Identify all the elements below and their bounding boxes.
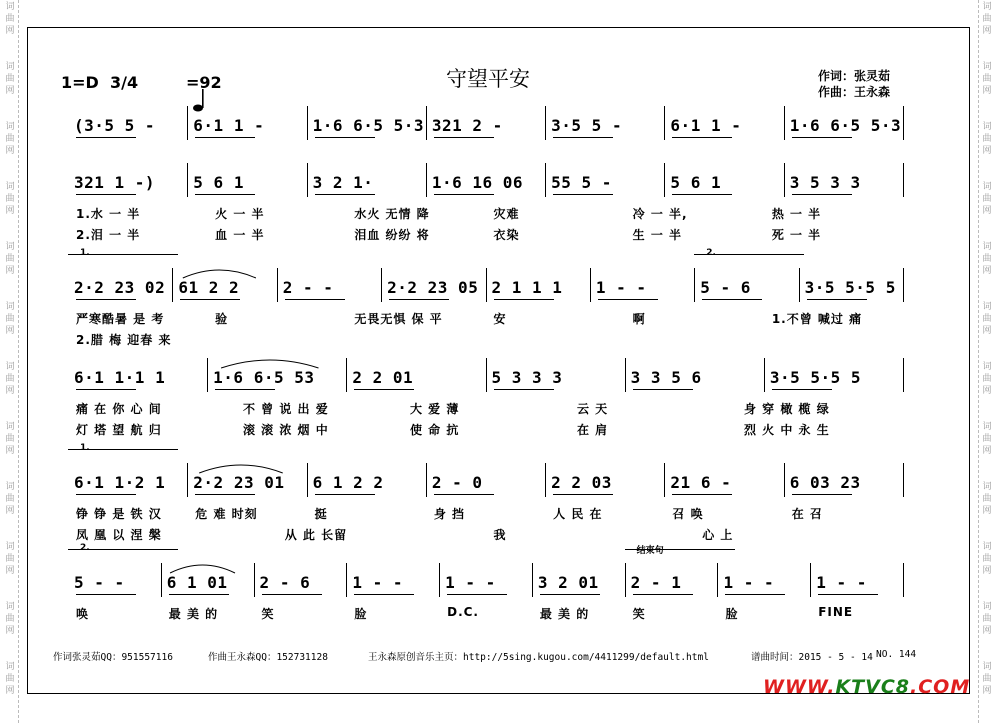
watermark-char: 网 xyxy=(5,146,15,156)
lyric-text: 血 一 半 xyxy=(215,228,265,242)
watermark-char: 网 xyxy=(982,206,992,216)
watermark-char: 网 xyxy=(5,506,15,516)
beam-line xyxy=(553,137,613,138)
lyric-text: 最 美 的 xyxy=(539,607,590,621)
lyricist: 作词：张灵茹 xyxy=(818,69,891,83)
watermark-char: 网 xyxy=(5,86,15,96)
bar-line xyxy=(426,163,427,197)
watermark-char: 网 xyxy=(5,686,15,696)
measure: 3 3 5 6 xyxy=(630,368,702,387)
measure: 2 1 1 1 xyxy=(491,278,563,297)
watermark-char: 曲 xyxy=(5,314,15,324)
beam-line xyxy=(262,594,322,595)
watermark-char: 网 xyxy=(5,386,15,396)
watermark-char: 曲 xyxy=(5,674,15,684)
measure: 3·5 5·5 5 xyxy=(804,278,896,297)
lyric-text: 灾难 xyxy=(493,207,520,221)
ending-label: 2. xyxy=(80,543,90,553)
measure: 5 3 3 3 xyxy=(491,368,563,387)
watermark-char: 曲 xyxy=(5,614,15,624)
watermark-char: 网 xyxy=(5,446,15,456)
watermark-char: 曲 xyxy=(5,254,15,264)
watermark-char: 网 xyxy=(982,146,992,156)
beam-line xyxy=(354,594,414,595)
measure: 55 5 - xyxy=(551,173,612,192)
beam-line xyxy=(180,299,240,300)
bar-line xyxy=(307,163,308,197)
score-sheet xyxy=(27,27,970,694)
measure: 61 2 2 xyxy=(178,278,240,297)
beam-line xyxy=(540,594,600,595)
lyric-text: 我 xyxy=(493,528,507,542)
lyric-text: 使 命 抗 xyxy=(410,423,460,437)
beam-line xyxy=(76,594,136,595)
watermark-char: 词 xyxy=(982,422,992,432)
watermark-char: 曲 xyxy=(982,674,992,684)
measure: 2 - 6 xyxy=(259,573,311,592)
watermark-char: 曲 xyxy=(982,374,992,384)
watermark-char: 词 xyxy=(5,302,15,312)
lyric-text: 验 xyxy=(215,312,229,326)
composer: 作曲：王永森 xyxy=(818,85,891,99)
lyric-text: 在 召 xyxy=(791,507,823,521)
beam-line xyxy=(169,594,229,595)
measure: 6·1 1·1 1 xyxy=(74,368,166,387)
lyric-text: 火 一 半 xyxy=(215,207,265,221)
watermark-char: 曲 xyxy=(982,134,992,144)
measure: 2 2 03 xyxy=(551,473,612,492)
watermark-char: 曲 xyxy=(982,254,992,264)
lyric-text: 滚 滚 浓 烟 中 xyxy=(243,423,329,437)
watermark-char: 网 xyxy=(982,686,992,696)
watermark-char: 词 xyxy=(5,242,15,252)
watermark-char: 曲 xyxy=(982,194,992,204)
measure: 1 - - xyxy=(723,573,775,592)
watermark-char: 词 xyxy=(982,122,992,132)
watermark-char: 词 xyxy=(982,542,992,552)
watermark-char: 词 xyxy=(5,62,15,72)
measure: 2 - - xyxy=(282,278,334,297)
watermark-char: 网 xyxy=(982,26,992,36)
watermark-char: 曲 xyxy=(982,14,992,24)
watermark-char: 词 xyxy=(982,302,992,312)
lyric-text: 最 美 的 xyxy=(168,607,219,621)
lyric-text: 烈 火 中 永 生 xyxy=(744,423,830,437)
lyric-text: 心 上 xyxy=(702,528,734,542)
beam-line xyxy=(772,389,832,390)
beam-line xyxy=(672,494,732,495)
bar-line xyxy=(903,106,904,140)
measure: 6·1 1 - xyxy=(193,116,265,135)
beam-line xyxy=(315,194,375,195)
footer-composer-qq: 作曲王永森QQ：152731128 xyxy=(208,652,328,663)
lyric-text: 冷 一 半, xyxy=(632,207,688,221)
watermark-char: 词 xyxy=(5,662,15,672)
lyric-text: D.C. xyxy=(447,605,479,619)
ending-label: 2. xyxy=(706,248,716,258)
site-logo: WWW.KTVC8.COM xyxy=(763,676,971,698)
beam-line xyxy=(76,194,136,195)
beam-line xyxy=(76,137,136,138)
beam-line xyxy=(76,299,136,300)
bar-line xyxy=(903,163,904,197)
lyric-text: 脸 xyxy=(354,607,368,621)
bar-line xyxy=(664,106,665,140)
lyric-text: 1.水 一 半 xyxy=(76,207,141,221)
watermark-char: 词 xyxy=(982,602,992,612)
lyric-text: 水火 无情 降 xyxy=(354,207,430,221)
measure: 3 2 1· xyxy=(312,173,374,192)
measure: 1 - - xyxy=(816,573,867,592)
footer-number: NO. 144 xyxy=(876,649,917,660)
watermark-char: 网 xyxy=(982,266,992,276)
watermark-char: 网 xyxy=(5,206,15,216)
measure: 3 5 3 3 xyxy=(789,173,861,192)
lyric-text: 痛 在 你 心 间 xyxy=(76,402,162,416)
footer-date: 谱曲时间：2015 - 5 - 14 xyxy=(751,652,873,663)
watermark-char: 网 xyxy=(5,26,15,36)
measure: 1 - - xyxy=(595,278,647,297)
lyric-text: FINE xyxy=(818,605,854,619)
lyric-text: 铮 铮 是 铁 汉 xyxy=(76,507,162,521)
beam-line xyxy=(494,299,554,300)
measure: 2·2 23 02 xyxy=(74,278,166,297)
measure: 1 - - xyxy=(445,573,496,592)
beam-line xyxy=(315,494,375,495)
watermark-char: 曲 xyxy=(5,554,15,564)
watermark-char: 曲 xyxy=(5,194,15,204)
watermark-char: 曲 xyxy=(982,314,992,324)
beam-line xyxy=(195,194,255,195)
measure: 321 1 -) xyxy=(74,173,156,192)
watermark-char: 词 xyxy=(982,662,992,672)
measure: 3·5 5·5 5 xyxy=(769,368,862,387)
watermark-char: 词 xyxy=(982,242,992,252)
watermark-char: 曲 xyxy=(5,374,15,384)
measure: 6·1 1·2 1 xyxy=(74,473,166,492)
bar-line xyxy=(426,106,427,140)
lyric-text: 不 曾 说 出 爱 xyxy=(243,402,329,416)
measure: 5 6 1 xyxy=(193,173,244,192)
measure: 2·2 23 05 xyxy=(387,278,479,297)
beam-line xyxy=(792,194,852,195)
watermark-char: 网 xyxy=(5,266,15,276)
lyric-text: 啊 xyxy=(632,312,646,326)
key-time-signature: 1=D 3/4 xyxy=(61,73,139,92)
beam-line xyxy=(76,389,136,390)
bar-line xyxy=(545,163,546,197)
measure: 6 03 23 xyxy=(789,473,861,492)
measure: 3·5 5 - xyxy=(551,116,623,135)
beam-line xyxy=(195,137,255,138)
bar-line xyxy=(545,106,546,140)
bar-line xyxy=(187,106,188,140)
beam-line xyxy=(633,594,693,595)
measure: 5 - 6 xyxy=(700,278,751,297)
lyric-text: 凤 凰 以 涅 槃 xyxy=(76,528,162,542)
lyric-text: 死 一 半 xyxy=(771,228,822,242)
lyric-text: 脸 xyxy=(725,607,739,621)
beam-line xyxy=(702,299,762,300)
measure: (3·5 5 - xyxy=(74,116,156,135)
watermark-char: 网 xyxy=(982,506,992,516)
beam-line xyxy=(792,137,852,138)
measure: 1·6 6·5 53 xyxy=(213,368,315,387)
watermark-char: 网 xyxy=(982,626,992,636)
beam-line xyxy=(553,194,613,195)
tempo: =92 xyxy=(186,73,222,92)
watermark-char: 曲 xyxy=(5,494,15,504)
watermark-char: 曲 xyxy=(5,134,15,144)
watermark-char: 曲 xyxy=(5,14,15,24)
beam-line xyxy=(672,194,732,195)
beam-line xyxy=(792,494,852,495)
bar-line xyxy=(187,163,188,197)
watermark-char: 词 xyxy=(5,482,15,492)
measure: 321 2 - xyxy=(431,116,503,135)
measure: 1 - - xyxy=(352,573,403,592)
beam-line xyxy=(633,389,693,390)
lyric-text: 泪血 纷纷 将 xyxy=(354,228,430,242)
lyric-text: 笑 xyxy=(632,607,646,621)
measure: 1·6 6·5 5·3 xyxy=(312,116,425,135)
lyric-text: 挺 xyxy=(314,507,328,521)
bar-line xyxy=(307,106,308,140)
slur-marks xyxy=(28,457,928,477)
beam-line xyxy=(285,299,345,300)
lyric-text: 生 一 半 xyxy=(632,228,683,242)
measure: 2 2 01 xyxy=(352,368,414,387)
lyric-text: 大 爱 薄 xyxy=(410,402,460,416)
watermark-char: 词 xyxy=(982,482,992,492)
watermark-char: 网 xyxy=(982,326,992,336)
watermark-char: 曲 xyxy=(982,434,992,444)
watermark-char: 曲 xyxy=(5,434,15,444)
lyric-text: 从 此 长留 xyxy=(284,528,348,542)
beam-line xyxy=(215,389,275,390)
watermark-char: 曲 xyxy=(982,614,992,624)
lyric-text: 唤 xyxy=(76,607,90,621)
watermark-char: 词 xyxy=(5,542,15,552)
watermark-char: 词 xyxy=(5,182,15,192)
beam-line xyxy=(195,494,255,495)
beam-line xyxy=(807,299,867,300)
slur-marks xyxy=(28,557,928,577)
measure: 2·2 23 01 xyxy=(193,473,285,492)
beam-line xyxy=(315,137,375,138)
beam-line xyxy=(434,137,494,138)
watermark-char: 网 xyxy=(982,86,992,96)
watermark-char: 曲 xyxy=(5,74,15,84)
watermark-char: 网 xyxy=(5,326,15,336)
measure: 6 1 2 2 xyxy=(312,473,384,492)
beam-line xyxy=(389,299,449,300)
slur-marks xyxy=(28,262,928,282)
watermark-char: 词 xyxy=(5,2,15,12)
measure: 1·6 6·5 5·3 xyxy=(789,116,902,135)
slur-marks xyxy=(28,352,928,372)
beam-line xyxy=(447,594,507,595)
watermark-char: 词 xyxy=(982,182,992,192)
watermark-char: 网 xyxy=(5,626,15,636)
measure: 3 2 01 xyxy=(537,573,599,592)
watermark-char: 曲 xyxy=(982,554,992,564)
footer-homepage: 王永森原创音乐主页：http://5sing.kugou.com/4411299/default.html xyxy=(368,652,709,663)
watermark-char: 词 xyxy=(5,122,15,132)
beam-line xyxy=(672,137,732,138)
lyric-text: 安 xyxy=(493,312,507,326)
beam-line xyxy=(354,389,414,390)
lyric-text: 危 难 时刻 xyxy=(195,507,258,521)
measure: 5 6 1 xyxy=(670,173,722,192)
watermark-char: 词 xyxy=(5,362,15,372)
watermark-char: 词 xyxy=(982,62,992,72)
watermark-char: 曲 xyxy=(982,74,992,84)
measure: 2 - 1 xyxy=(630,573,682,592)
ending-label: 1. xyxy=(80,248,90,258)
bar-line xyxy=(784,106,785,140)
bar-line xyxy=(664,163,665,197)
watermark-char: 词 xyxy=(982,2,992,12)
watermark-char: 词 xyxy=(5,602,15,612)
measure: 2 - 0 xyxy=(431,473,483,492)
beam-line xyxy=(598,299,658,300)
beam-line xyxy=(818,594,878,595)
watermark-char: 网 xyxy=(982,446,992,456)
watermark-char: 网 xyxy=(5,566,15,576)
measure: 1·6 16 06 xyxy=(431,173,524,192)
lyric-text: 身 穿 橄 榄 绿 xyxy=(744,402,830,416)
lyric-text: 在 肩 xyxy=(577,423,609,437)
lyric-text: 身 挡 xyxy=(433,507,466,521)
watermark-char: 网 xyxy=(982,386,992,396)
lyric-text: 灯 塔 望 航 归 xyxy=(76,423,162,437)
watermark-char: 词 xyxy=(982,362,992,372)
measure: 5 - - xyxy=(74,573,125,592)
lyric-text: 2.腊 梅 迎春 来 xyxy=(76,333,172,347)
lyric-text: 1.不曾 喊过 痛 xyxy=(771,312,863,326)
beam-line xyxy=(76,494,136,495)
beam-line xyxy=(434,494,494,495)
lyric-text: 2.泪 一 半 xyxy=(76,228,141,242)
beam-line xyxy=(725,594,785,595)
lyric-text: 召 唤 xyxy=(672,507,704,521)
lyric-text: 人 民 在 xyxy=(553,507,603,521)
lyric-text: 笑 xyxy=(261,607,275,621)
ending-label: 1. xyxy=(80,443,90,453)
footer-lyricist-qq: 作词张灵茹QQ：951557116 xyxy=(53,652,173,663)
beam-line xyxy=(553,494,613,495)
measure: 6·1 1 - xyxy=(670,116,742,135)
lyric-text: 无畏无惧 保 平 xyxy=(354,312,443,326)
measure: 6 1 01 xyxy=(166,573,228,592)
beam-line xyxy=(434,194,494,195)
measure: 21 6 - xyxy=(670,473,732,492)
watermark-char: 词 xyxy=(5,422,15,432)
watermark-char: 曲 xyxy=(982,494,992,504)
lyric-text: 衣染 xyxy=(493,228,520,242)
watermark-char: 网 xyxy=(982,566,992,576)
bar-line xyxy=(784,163,785,197)
song-title: 守望平安 xyxy=(446,67,530,91)
lyric-text: 热 一 半 xyxy=(771,207,822,221)
ending-label: 结束句 xyxy=(636,546,664,556)
lyric-text: 严寒酷暑 是 考 xyxy=(76,312,165,326)
lyric-text: 云 天 xyxy=(577,402,609,416)
beam-line xyxy=(494,389,554,390)
